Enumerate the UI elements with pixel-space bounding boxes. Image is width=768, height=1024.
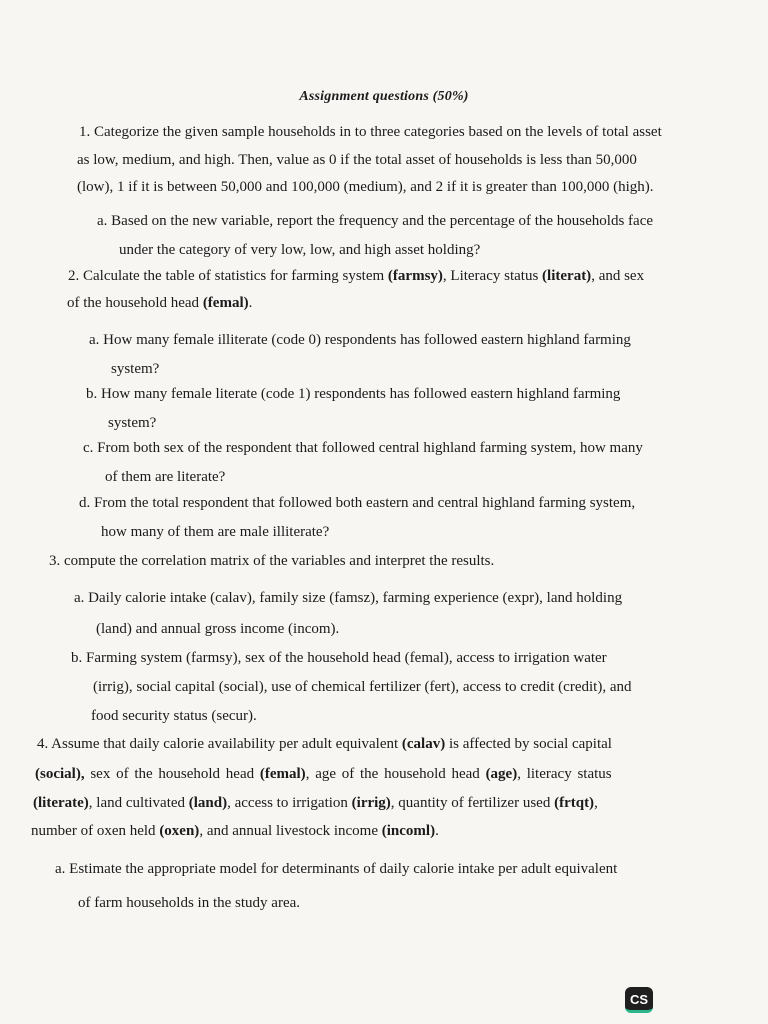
q2-sub-c-line-2: of them are literate? <box>105 469 226 485</box>
q4-text: , age of the household head <box>305 766 486 782</box>
q4-text: . <box>435 823 439 839</box>
q4-line-4 <box>31 821 439 841</box>
q2-var-femal: (femal) <box>202 295 249 311</box>
q1-line-3: (low), 1 if it is between 50,000 and 100,000 (medium), and 2 if it is greater than 100,000 (high). <box>77 179 654 195</box>
q4-text: 4. Assume that daily calorie availability per adult equivalent <box>37 736 402 752</box>
q4-text: is affected by social capital <box>445 736 612 752</box>
q4-sub-a-line-1: a. Estimate the appropriate model for determinants of daily calorie intake per adult equivalent <box>55 861 618 877</box>
page-title: Assignment questions (50%) <box>299 89 469 104</box>
q2-text: , and sex <box>591 268 645 284</box>
q2-sub-c-line-1: c. From both sex of the respondent that followed central highland farming system, how many <box>83 440 643 456</box>
q2-sub-d-line-1: d. From the total respondent that followed both eastern and central highland farming system, <box>79 495 636 511</box>
q2-text: . <box>248 295 253 311</box>
q4-var-frtqt: (frtqt) <box>554 795 595 811</box>
q4-text: , and annual livestock income <box>199 823 382 839</box>
q4-line-1 <box>37 734 612 754</box>
q4-text: sex of the household head <box>84 766 260 782</box>
q3-sub-b-line-2: (irrig), social capital (social), use of chemical fertilizer (fert), access to credit (credit), and <box>93 679 632 695</box>
q4-var-social: (social), <box>35 766 85 782</box>
q4-var-oxen: (oxen) <box>159 823 200 839</box>
q2-text: 2. Calculate the table of statistics for farming system <box>68 268 388 284</box>
q3-sub-a-line-2: (land) and annual gross income (incom). <box>96 621 340 637</box>
q4-var-irrig: (irrig) <box>351 795 391 811</box>
q2-sub-a-line-2: system? <box>111 361 160 377</box>
q4-text: , land cultivated <box>88 795 189 811</box>
q3-line-1: 3. compute the correlation matrix of the variables and interpret the results. <box>49 553 495 569</box>
q2-sub-b-line-2: system? <box>108 415 157 431</box>
q4-line-3 <box>33 793 598 813</box>
q2-line-2 <box>67 293 252 313</box>
q4-sub-a-line-2: of farm households in the study area. <box>78 895 301 911</box>
q4-var-age: (age) <box>485 766 518 782</box>
q4-text: number of oxen held <box>31 823 160 839</box>
q4-text: , literacy status <box>517 766 612 782</box>
q2-sub-d-line-2: how many of them are male illiterate? <box>101 524 330 540</box>
q4-var-incoml: (incoml) <box>381 823 436 839</box>
q3-sub-b-line-3: food security status (secur). <box>91 708 257 724</box>
q1-sub-a-line-2: under the category of very low, low, and high asset holding? <box>119 242 481 258</box>
q2-line-1 <box>68 266 644 286</box>
q2-sub-b-line-1: b. How many female literate (code 1) respondents has followed eastern highland farming <box>86 386 621 402</box>
q1-line-2: as low, medium, and high. Then, value as 0 if the total asset of households is less than 50,000 <box>77 152 637 168</box>
q4-var-land: (land) <box>188 795 228 811</box>
q3-sub-a-line-1: a. Daily calorie intake (calav), family size (famsz), farming experience (expr), land holding <box>74 590 623 606</box>
q4-var-femal: (femal) <box>259 766 306 782</box>
q4-text: , access to irrigation <box>227 795 352 811</box>
q2-var-literat: (literat) <box>542 268 592 284</box>
q4-text: , quantity of fertilizer used <box>390 795 555 811</box>
q3-sub-b-line-1: b. Farming system (farmsy), sex of the household head (femal), access to irrigation water <box>71 650 607 666</box>
q2-text: of the household head <box>67 295 203 311</box>
q4-text: , <box>594 795 598 811</box>
q2-var-farmsy: (farmsy) <box>387 268 443 284</box>
q4-var-literate: (literate) <box>33 795 89 811</box>
q2-text: , Literacy status <box>442 268 543 284</box>
q1-sub-a-line-1: a. Based on the new variable, report the frequency and the percentage of the households face <box>97 213 654 229</box>
camscanner-logo: CS <box>625 987 653 1013</box>
q2-sub-a-line-1: a. How many female illiterate (code 0) respondents has followed eastern highland farming <box>89 332 631 348</box>
q4-var-calav: (calav) <box>401 736 446 752</box>
q4-line-2 <box>35 764 612 784</box>
q1-line-1: 1. Categorize the given sample households in to three categories based on the levels of total asset <box>79 124 662 140</box>
